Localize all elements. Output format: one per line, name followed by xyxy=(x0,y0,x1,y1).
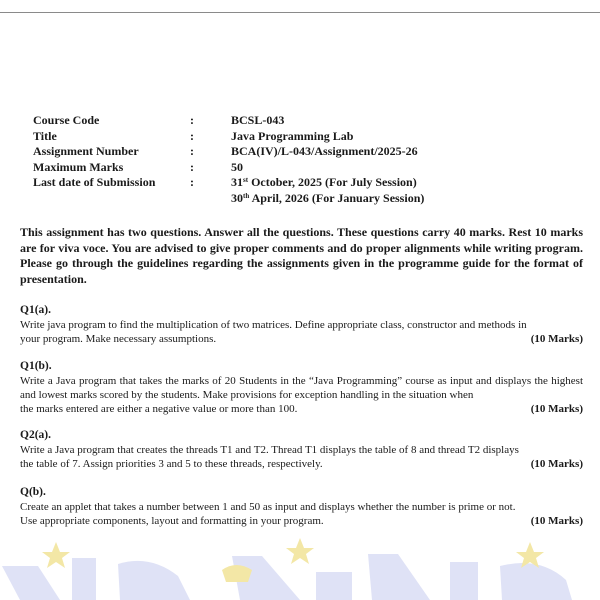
maximum-marks-label: Maximum Marks xyxy=(33,159,124,174)
question-last-line xyxy=(20,332,583,346)
question-last-text: the marks entered are either a negative value or more than 100. xyxy=(20,403,298,415)
course-code-label: Course Code xyxy=(33,113,100,127)
watermark-letter-shape xyxy=(72,558,96,600)
july-session-text: October, 2025 (For July Session) xyxy=(248,175,417,189)
question-q2b xyxy=(20,485,583,528)
last-date-label: Last date of Submission xyxy=(33,175,156,189)
assignment-number-label: Assignment Number xyxy=(33,144,139,158)
question-marks: (10 Marks) xyxy=(530,403,583,415)
meta-colon: : xyxy=(190,175,194,189)
question-last-text: your program. Make necessary assumptions. xyxy=(20,333,217,345)
meta-row-course-code xyxy=(33,113,424,129)
question-marks: (10 Marks) xyxy=(530,333,583,345)
watermark-letter-shape xyxy=(2,566,60,600)
title-value: Java Programming Lab xyxy=(231,128,354,143)
question-heading: Q1(b). xyxy=(20,360,52,372)
question-last-line xyxy=(20,514,583,528)
watermark-star-shape xyxy=(286,538,314,564)
assignment-number-value: BCA(IV)/L-043/Assignment/2025-26 xyxy=(231,144,418,158)
july-day-suffix: st xyxy=(243,176,249,184)
last-date-january xyxy=(33,191,424,207)
title-label: Title xyxy=(33,128,57,143)
question-q1a xyxy=(20,303,583,346)
instructions-paragraph: This assignment has two questions. Answer all the questions. These questions carry 40 marks. Rest 10 marks are for viva voce. You are advised to give proper comments and do proper alignments while writing program. Please go through the guidelines regarding the assignments given in the programme guide for the format of presentation. xyxy=(20,225,583,286)
watermark xyxy=(0,536,600,600)
question-body: Write a Java program that creates the threads T1 and T2. Thread T1 displays the table of 8 and thread T2 displays xyxy=(20,444,519,456)
watermark-letter-shape xyxy=(500,563,572,600)
question-last-line xyxy=(20,402,583,416)
question-marks: (10 Marks) xyxy=(530,515,583,527)
maximum-marks-value: 50 xyxy=(231,159,243,174)
top-rule xyxy=(0,12,600,13)
watermark-graphic xyxy=(0,536,600,600)
question-last-line xyxy=(20,457,583,471)
watermark-letter-shape xyxy=(450,562,478,600)
question-heading: Q1(a). xyxy=(20,304,51,316)
question-marks: (10 Marks) xyxy=(530,458,583,470)
question-q2a xyxy=(20,428,583,471)
question-q1b xyxy=(20,359,583,416)
meta-colon: : xyxy=(190,113,194,127)
watermark-star-shape xyxy=(42,542,70,568)
meta-row-maximum-marks xyxy=(33,160,424,176)
watermark-letter-shape xyxy=(316,572,352,600)
question-heading: Q2(a). xyxy=(20,429,51,441)
jan-day: 30 xyxy=(231,190,243,205)
watermark-letter-shape xyxy=(368,554,430,600)
meta-colon: : xyxy=(190,128,194,143)
assignment-meta xyxy=(33,113,424,206)
watermark-letter-shape xyxy=(118,561,190,600)
meta-row-last-date xyxy=(33,175,424,191)
meta-colon: : xyxy=(190,144,194,158)
jan-day-suffix: th xyxy=(243,191,250,200)
question-body: Write a Java program that takes the marks of 20 Students in the “Java Programming” course as input and displays the highest and lowest marks scored by the students. Make provisions for exception handling in the situation when xyxy=(20,375,583,401)
meta-row-title xyxy=(33,129,424,145)
jan-session-text: April, 2026 (For January Session) xyxy=(249,190,425,205)
question-last-text: Use appropriate components, layout and formatting in your program. xyxy=(20,515,324,527)
question-body: Write java program to find the multiplication of two matrices. Define appropriate class, constructor and methods in xyxy=(20,319,527,331)
july-day: 31 xyxy=(231,175,243,189)
meta-colon: : xyxy=(190,159,194,174)
question-heading: Q(b). xyxy=(20,486,46,498)
course-code-value: BCSL-043 xyxy=(231,113,285,127)
meta-row-assignment-number xyxy=(33,144,424,160)
question-body: Create an applet that takes a number between 1 and 50 as input and displays whether the number is prime or not. xyxy=(20,501,516,513)
question-last-text: the table of 7. Assign priorities 3 and 5 to these threads, respectively. xyxy=(20,458,323,470)
last-date-july xyxy=(231,175,417,191)
